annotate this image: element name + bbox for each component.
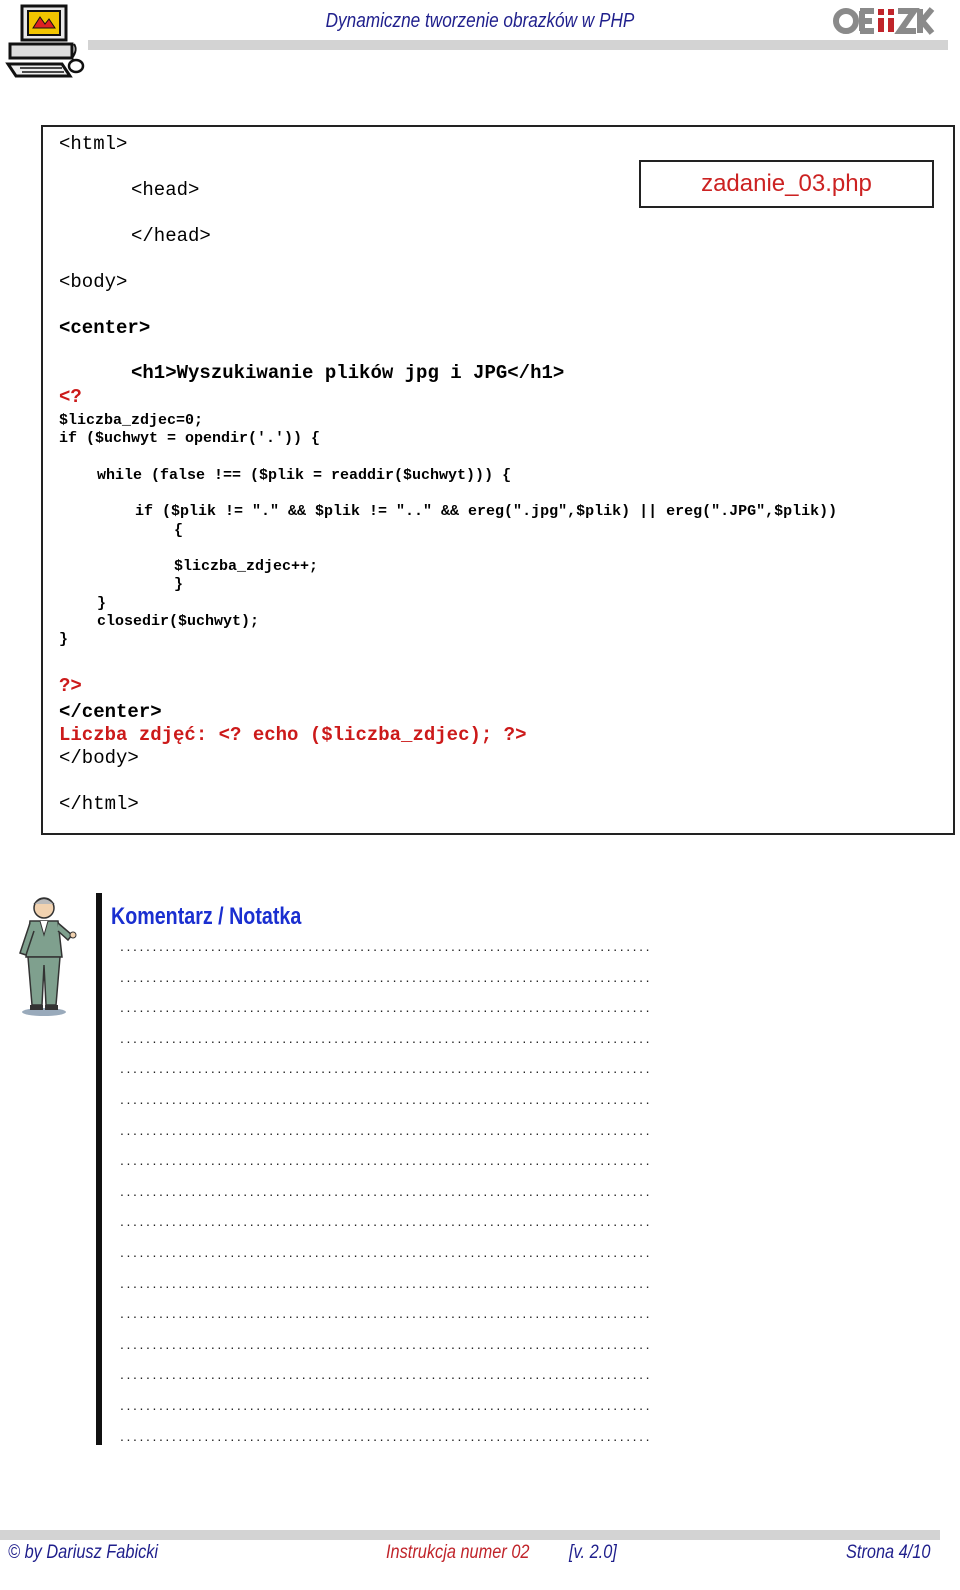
oeiizk-logo bbox=[834, 6, 934, 36]
note-dotted-line: .................................................................................. bbox=[120, 1427, 653, 1444]
note-dotted-line: .................................................................................. bbox=[120, 1213, 653, 1230]
note-dotted-line: .................................................................................. bbox=[120, 1182, 653, 1199]
footer-page: Strona 4/10 bbox=[846, 1542, 931, 1563]
code-line: $liczba_zdjec=0; bbox=[59, 412, 204, 429]
code-line: </center> bbox=[59, 701, 162, 723]
note-dotted-line: .................................................................................. bbox=[120, 968, 653, 985]
code-line: </head> bbox=[131, 225, 211, 247]
note-dotted-line: .................................................................................. bbox=[120, 1305, 653, 1322]
note-dotted-line: .................................................................................. bbox=[120, 1244, 653, 1260]
code-line: while (false !== ($plik = readdir($uchwyt))) { bbox=[97, 467, 512, 484]
code-line: if ($plik != "." && $plik != ".." && ereg(".jpg",$plik) || ereg(".JPG",$plik)) bbox=[135, 503, 838, 520]
code-line: <html> bbox=[59, 133, 128, 155]
note-dotted-line: .................................................................................. bbox=[120, 1121, 653, 1138]
code-line: { bbox=[174, 522, 184, 539]
code-line: <h1>Wyszukiwanie plików jpg i JPG</h1> bbox=[131, 362, 565, 384]
code-line: </html> bbox=[59, 793, 139, 815]
note-dotted-line: .................................................................................. bbox=[120, 1335, 653, 1352]
code-line: <body> bbox=[59, 271, 128, 293]
footer-author: © by Dariusz Fabicki bbox=[8, 1542, 159, 1563]
code-line: <center> bbox=[59, 317, 151, 339]
code-line: $liczba_zdjec++; bbox=[174, 558, 319, 575]
note-dotted-line: .................................................................................. bbox=[120, 1060, 653, 1077]
footer-version: [v. 2.0] bbox=[569, 1542, 617, 1563]
code-line: } bbox=[97, 595, 107, 612]
note-dotted-line: .................................................................................. bbox=[120, 1152, 653, 1169]
teacher-clipart-icon bbox=[16, 895, 80, 1020]
header-title: Dynamiczne tworzenie obrazków w PHP bbox=[325, 10, 635, 32]
footer-instruction: Instrukcja numer 02 bbox=[386, 1542, 530, 1563]
footer-divider bbox=[0, 1530, 940, 1540]
note-dotted-line: .................................................................................. bbox=[120, 1091, 653, 1107]
filename-label: zadanie_03.php bbox=[701, 170, 872, 197]
note-left-bar bbox=[96, 893, 102, 1445]
code-line: <? bbox=[59, 386, 82, 408]
note-heading: Komentarz / Notatka bbox=[111, 903, 302, 930]
code-line: ?> bbox=[59, 675, 82, 697]
code-line: } bbox=[59, 631, 69, 648]
header-divider bbox=[88, 40, 948, 50]
code-line: <head> bbox=[131, 179, 200, 201]
code-line: Liczba zdjęć: <? echo ($liczba_zdjec); ?> bbox=[59, 724, 527, 746]
note-dotted-line: .................................................................................. bbox=[120, 1029, 653, 1046]
note-dotted-line: .................................................................................. bbox=[120, 1397, 653, 1413]
note-dotted-line: .................................................................................. bbox=[120, 938, 653, 954]
code-line: </body> bbox=[59, 747, 139, 769]
code-line: } bbox=[174, 576, 184, 593]
note-dotted-line: .................................................................................. bbox=[120, 1366, 653, 1383]
note-dotted-line: .................................................................................. bbox=[120, 999, 653, 1016]
note-dotted-line: .................................................................................. bbox=[120, 1274, 653, 1291]
code-line: if ($uchwyt = opendir('.')) { bbox=[59, 430, 321, 447]
code-line: closedir($uchwyt); bbox=[97, 613, 260, 630]
